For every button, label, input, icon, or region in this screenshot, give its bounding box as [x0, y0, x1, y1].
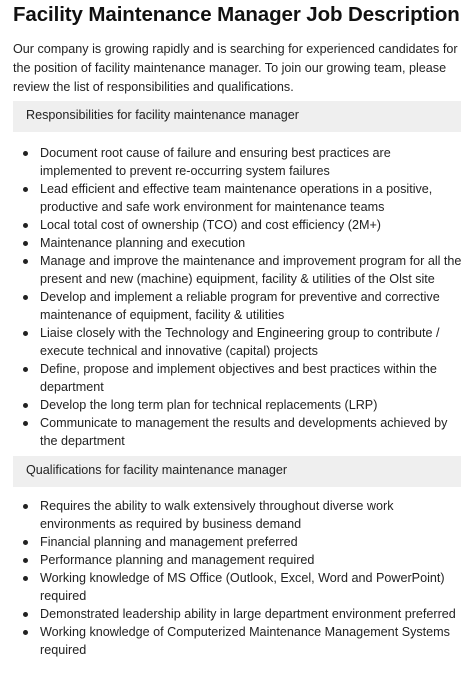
page-title: Facility Maintenance Manager Job Description [13, 3, 460, 26]
list-item: Working knowledge of MS Office (Outlook, Excel, Word and PowerPoint) required [13, 569, 463, 605]
list-item: Financial planning and management preferred [13, 533, 463, 551]
list-item: Communicate to management the results and developments achieved by the department [13, 414, 463, 450]
list-item: Develop and implement a reliable program for preventive and corrective maintenance of equipment, facility & utilities [13, 288, 463, 324]
qualifications-header: Qualifications for facility maintenance manager [13, 456, 461, 487]
list-item: Manage and improve the maintenance and improvement program for all the present and new (machine) equipment, facility & utilities of the Olst site [13, 252, 463, 288]
list-item: Lead efficient and effective team maintenance operations in a positive, productive and safe work environment for maintenance teams [13, 180, 463, 216]
list-item: Local total cost of ownership (TCO) and cost efficiency (2M+) [13, 216, 463, 234]
responsibilities-list [13, 144, 463, 450]
list-item: Maintenance planning and execution [13, 234, 463, 252]
responsibilities-header: Responsibilities for facility maintenance manager [13, 101, 461, 132]
list-item: Document root cause of failure and ensuring best practices are implemented to prevent re-occurring system failures [13, 144, 463, 180]
list-item: Requires the ability to walk extensively throughout diverse work environments as required by business demand [13, 497, 463, 533]
qualifications-list [13, 497, 463, 659]
list-item: Liaise closely with the Technology and Engineering group to contribute / execute technical and innovative (capital) projects [13, 324, 463, 360]
list-item: Define, propose and implement objectives and best practices within the department [13, 360, 463, 396]
list-item: Demonstrated leadership ability in large department environment preferred [13, 605, 463, 623]
list-item: Working knowledge of Computerized Maintenance Management Systems required [13, 623, 463, 659]
intro-paragraph: Our company is growing rapidly and is searching for experienced candidates for the position of facility maintenance manager. To join our growing team, please review the list of responsibilities and qualifications. [13, 42, 458, 94]
list-item: Performance planning and management required [13, 551, 463, 569]
list-item: Develop the long term plan for technical replacements (LRP) [13, 396, 463, 414]
